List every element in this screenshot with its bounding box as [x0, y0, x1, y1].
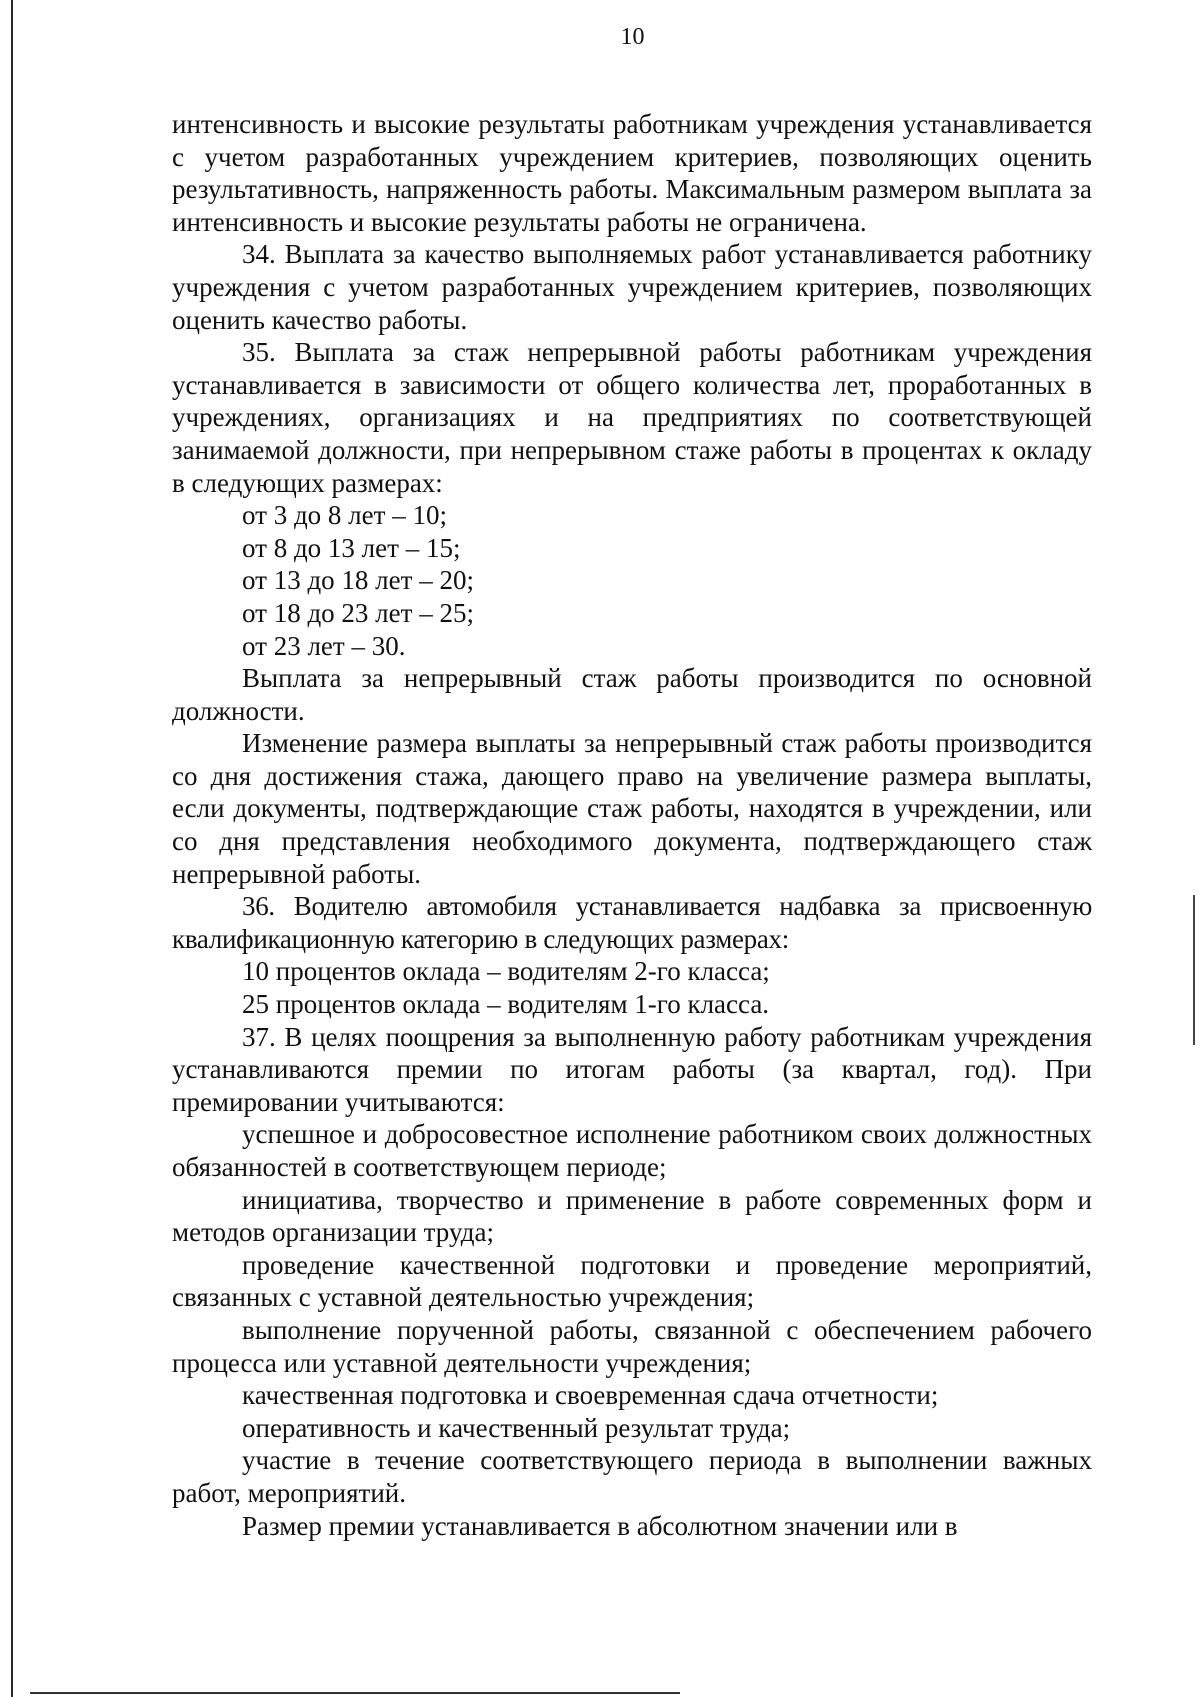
- paragraph-37: 37. В целях поощрения за выполненную работу работникам учреждения устанавливаются премии по итогам работы (за квартал, год). При премировании учитываются:: [172, 1021, 1092, 1117]
- list-item-seniority-4: от 18 до 23 лет – 25;: [242, 597, 474, 628]
- bonus-criterion-1: успешное и добросовестное исполнение работником своих должностных обязанностей в соответствующем периоде;: [172, 1119, 1092, 1182]
- scan-edge-left: [11, 0, 13, 1697]
- page-number: 10: [620, 24, 645, 50]
- document-body: [172, 108, 1092, 1542]
- bonus-criterion-5: качественная подготовка и своевременная сдача отчетности;: [242, 1380, 939, 1411]
- bonus-criterion-4: выполнение порученной работы, связанной с обеспечением рабочего процесса или уставной деятельности учреждения;: [172, 1314, 1092, 1378]
- bonus-criterion-3: проведение качественной подготовки и проведение мероприятий, связанных с уставной деятельностью учреждения;: [172, 1249, 1092, 1313]
- paragraph-bonus-size: Размер премии устанавливается в абсолютном значении или в: [242, 1510, 958, 1541]
- paragraph-35: 35. Выплата за стаж непрерывной работы работникам учреждения устанавливается в зависимости от общего количества лет, проработанных в учреждениях, организациях и на предприятиях по соответствующей занимаемой должности, при непрерывном стаже работы в процентах к окладу в следующих размерах:: [172, 337, 1092, 498]
- scan-edge-right: [1193, 895, 1195, 1045]
- list-item-seniority-3: от 13 до 18 лет – 20;: [242, 565, 474, 596]
- list-item-seniority-2: от 8 до 13 лет – 15;: [242, 532, 461, 563]
- paragraph-size-change: Изменение размера выплаты за непрерывный стаж работы производится со дня достижения стажа, дающего право на увеличение размера выплаты, если документы, подтверждающие стаж работы, находятся в учреждении, или со дня представления необходимого документа, подтверждающего стаж непрерывной работы.: [172, 728, 1092, 889]
- scan-edge-bottom: [30, 1692, 680, 1694]
- paragraph-main-position: Выплата за непрерывный стаж работы производится по основной должности.: [172, 663, 1092, 726]
- list-item-seniority-1: от 3 до 8 лет – 10;: [242, 500, 447, 531]
- bonus-criterion-6: оперативность и качественный результат труда;: [242, 1412, 791, 1443]
- list-item-driver-class-2: 10 процентов оклада – водителям 2-го класса;: [242, 956, 770, 987]
- list-item-seniority-5: от 23 лет – 30.: [242, 630, 406, 661]
- bonus-criterion-2: инициатива, творчество и применение в работе современных форм и методов организации труда;: [172, 1184, 1092, 1248]
- list-item-driver-class-1: 25 процентов оклада – водителям 1-го класса.: [242, 989, 770, 1020]
- bonus-criterion-7: участие в течение соответствующего периода в выполнении важных работ, мероприятий.: [172, 1445, 1092, 1508]
- paragraph-34: 34. Выплата за качество выполняемых работ устанавливается работнику учреждения с учетом разработанных учреждением критериев, позволяющих оценить качество работы.: [172, 239, 1092, 335]
- paragraph-continuation: интенсивность и высокие результаты работникам учреждения устанавливается с учетом разработанных учреждением критериев, позволяющих оценить результативность, напряженность работы. Максимальным размером выплата за интенсивность и высокие результаты работы не ограничена.: [172, 109, 1092, 237]
- paragraph-36: 36. Водителю автомобиля устанавливается надбавка за присвоенную квалификационную категорию в следующих размерах:: [172, 891, 1092, 954]
